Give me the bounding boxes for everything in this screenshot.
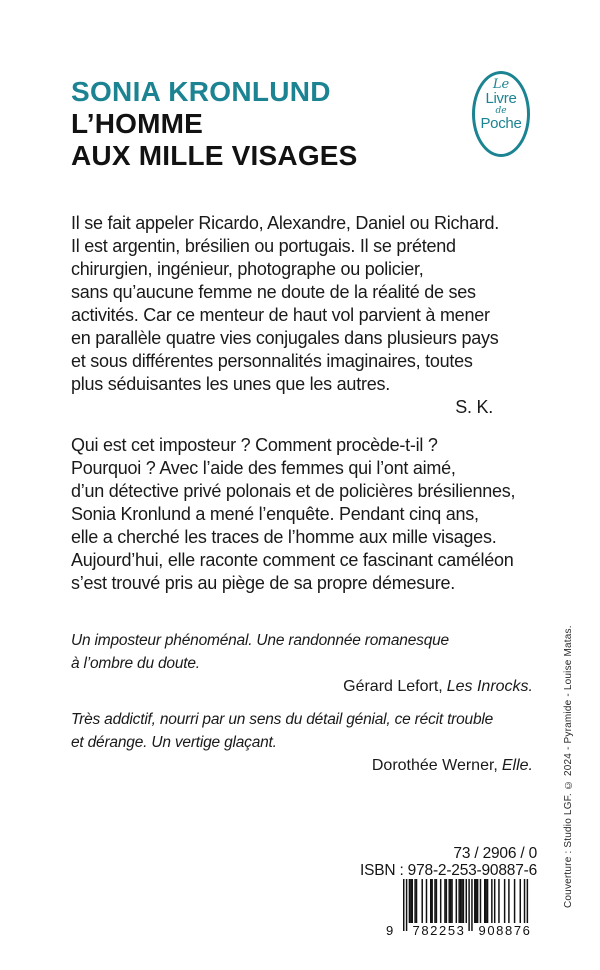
review-quote-line: à l’ombre du doute. xyxy=(71,655,200,672)
synopsis-line: Sonia Kronlund a mené l’enquête. Pendant cinq ans, xyxy=(71,504,479,524)
review-source: Elle. xyxy=(501,757,533,774)
synopsis-line: s’est trouvé pris au piège de sa propre démesure. xyxy=(71,573,455,593)
barcode-digit-first: 9 xyxy=(386,923,394,938)
synopsis-line: Il se fait appeler Ricardo, Alexandre, Daniel ou Richard. xyxy=(71,213,499,233)
synopsis-line: activités. Car ce menteur de haut vol parvient à mener xyxy=(71,305,490,325)
logo-word-le: Le xyxy=(492,77,510,92)
review-les-inrocks xyxy=(71,629,533,698)
header-block xyxy=(71,76,358,172)
publisher-logo xyxy=(472,71,530,157)
synopsis-line: sans qu’aucune femme ne doute de la réalité de ses xyxy=(71,282,476,302)
barcode-digits-right: 908876 xyxy=(478,923,532,938)
print-reference: 73 / 2906 / 0 xyxy=(453,845,537,862)
synopsis-line: et sous différentes personnalités imaginaires, toutes xyxy=(71,351,473,371)
logo-word-poche: Poche xyxy=(480,115,522,132)
author-initials: S. K. xyxy=(455,397,493,417)
synopsis-line: plus séduisantes les unes que les autres. xyxy=(71,374,390,394)
review-source: Les Inrocks. xyxy=(446,678,533,695)
cover-credits: Couverture : Studio LGF. © 2024 - Pyramide - Louise Matas. xyxy=(563,625,574,908)
book-title-line-2: AUX MILLE VISAGES xyxy=(71,140,358,171)
review-attribution xyxy=(71,754,533,777)
book-title-line-1: L’HOMME xyxy=(71,108,204,139)
barcode-digits-left: 782253 xyxy=(412,923,466,938)
review-quote-line: Un imposteur phénoménal. Une randonnée romanesque xyxy=(71,632,449,649)
print-info-block xyxy=(360,845,537,879)
synopsis-line: Aujourd’hui, elle raconte comment ce fascinant caméléon xyxy=(71,550,514,570)
synopsis-line: Il est argentin, brésilien ou portugais. Il se prétend xyxy=(71,236,456,256)
review-elle xyxy=(71,708,533,777)
reviewer-name: Gérard Lefort, xyxy=(343,678,443,695)
review-attribution xyxy=(71,675,533,698)
synopsis-line: chirurgien, ingénieur, photographe ou policier, xyxy=(71,259,424,279)
reviewer-name: Dorothée Werner, xyxy=(371,757,498,774)
logo-word-livre: Livre xyxy=(485,90,517,107)
synopsis-line: en parallèle quatre vies conjugales dans plusieurs pays xyxy=(71,328,499,348)
synopsis-paragraph-1 xyxy=(71,212,533,419)
synopsis-line: d’un détective privé polonais et de policières brésiliennes, xyxy=(71,481,516,501)
isbn-number: ISBN : 978-2-253-90887-6 xyxy=(359,862,537,879)
author-name: SONIA KRONLUND xyxy=(71,76,331,107)
review-quote-line: et dérange. Un vertige glaçant. xyxy=(71,734,277,751)
logo-word-de: de xyxy=(495,106,507,116)
synopsis-line: Qui est cet imposteur ? Comment procède-t-il ? xyxy=(71,435,438,455)
review-quote-line: Très addictif, nourri par un sens du détail génial, ce récit trouble xyxy=(71,711,494,728)
ean13-barcode xyxy=(386,879,540,943)
synopsis-line: elle a cherché les traces de l’homme aux mille visages. xyxy=(71,527,497,547)
synopsis-line: Pourquoi ? Avec l’aide des femmes qui l’ont aimé, xyxy=(71,458,456,478)
press-reviews xyxy=(71,629,533,777)
synopsis-paragraph-2 xyxy=(71,434,533,595)
